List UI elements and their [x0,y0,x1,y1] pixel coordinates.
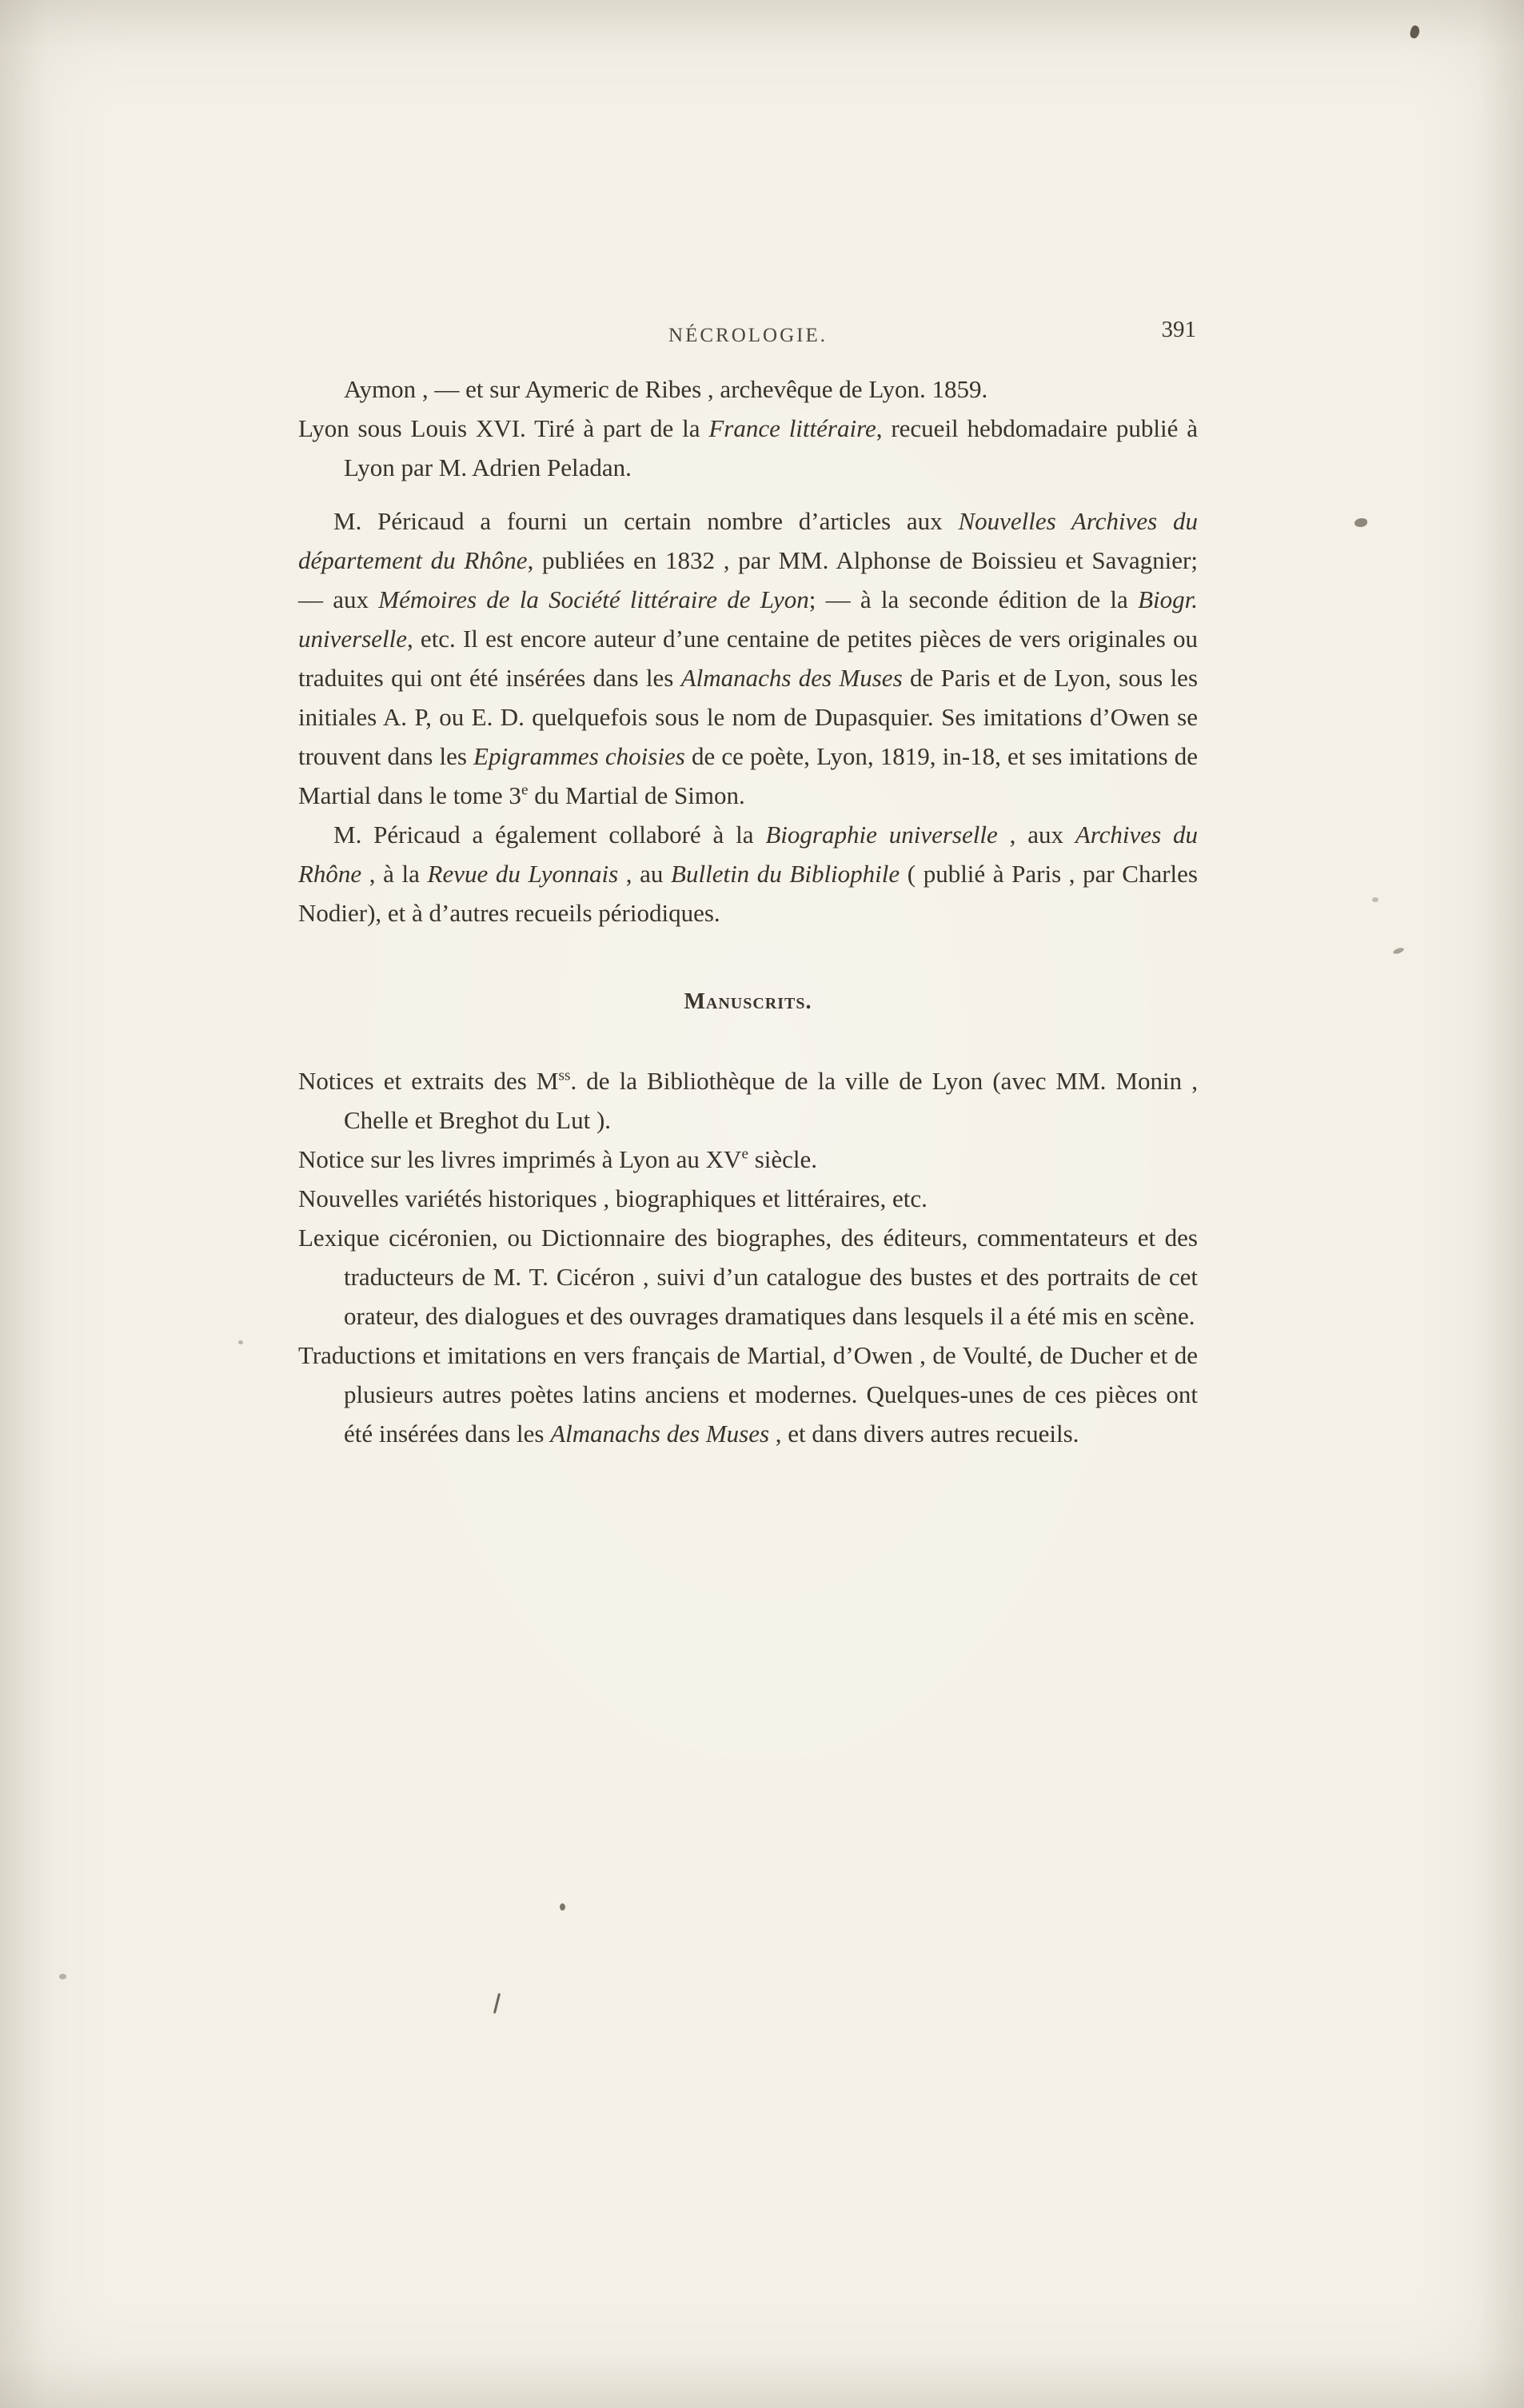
text-area [298,313,1198,1453]
paragraph: M. Péricaud a fourni un certain nombre d’articles aux Nouvelles Archives du département du Rhône, publiées en 1832 , par MM. Alphonse de Boissieu et Savagnier; — aux Mémoires de la Société littéraire de Lyon; — à la seconde édition de la Biogr. universelle, etc. Il est encore auteur d’une centaine de petites pièces de vers originales ou traduites qui ont été insérées dans les Almanachs des Muses de Paris et de Lyon, sous les initiales A. P, ou E. D. quelquefois sous le nom de Dupasquier. Ses imitations d’Owen se trouvent dans les Epigrammes choisies de ce poète, Lyon, 1819, in-18, et ses imitations de Martial dans le tome 3e du Martial de Simon. [298,507,1199,809]
bibliography-entries [298,369,1198,932]
scan-speck [1392,947,1404,955]
page-number: 391 [1161,317,1196,342]
scan-speck [1372,897,1378,902]
bibliography-entry-continuation: Aymon , — et sur Aymeric de Ribes , archevêque de Lyon. 1859. [344,375,988,403]
manuscript-entry: Nouvelles variétés historiques , biographiques et littéraires, etc. [298,1184,928,1212]
manuscript-entry: Lexique cicéronien, ou Dictionnaire des biographes, des éditeurs, commentateurs et des traducteurs de M. T. Cicéron , suivi d’un catalogue des bustes et des portraits de cet orateur, des dialogues et des ouvrages dramatiques dans lesquels il a été mis en scène. [298,1224,1198,1330]
scan-speck [59,1974,66,1979]
running-head: NÉCROLOGIE. [668,325,828,346]
manuscripts-list [298,1061,1198,1453]
paragraph: M. Péricaud a également collaboré à la Biographie universelle , aux Archives du Rhône , à la Revue du Lyonnais , au Bulletin du Bibliophile ( publié à Paris , par Charles Nodier), et à d’autres recueils périodiques. [298,821,1198,927]
scan-speck [1409,25,1421,40]
manuscript-entry: Traductions et imitations en vers français de Martial, d’Owen , de Voulté, de Ducher et de plusieurs autres poètes latins anciens et modernes. Quelques-unes de ces pièces ont été insérées dans les Almanachs des Muses , et dans divers autres recueils. [298,1341,1198,1448]
scan-speck [238,1340,243,1344]
manuscript-entry: Notices et extraits des $M^{ss}$. de la Bibliothèque de la ville de Lyon (avec MM. Monin , Chelle et Breghot du Lut ). [298,1067,1198,1134]
scan-speck [560,1903,565,1911]
page-header [298,313,1198,346]
scan-speck [493,1993,501,2014]
section-heading: Manuscrits. [684,989,812,1014]
scan-speck [1354,518,1367,527]
bibliography-entry: Lyon sous Louis XVI. Tiré à part de la France littéraire, recueil hebdomadaire publié à Lyon par M. Adrien Peladan. [298,414,1198,481]
manuscript-entry: Notice sur les livres imprimés à Lyon au XVe siècle. [298,1145,818,1173]
